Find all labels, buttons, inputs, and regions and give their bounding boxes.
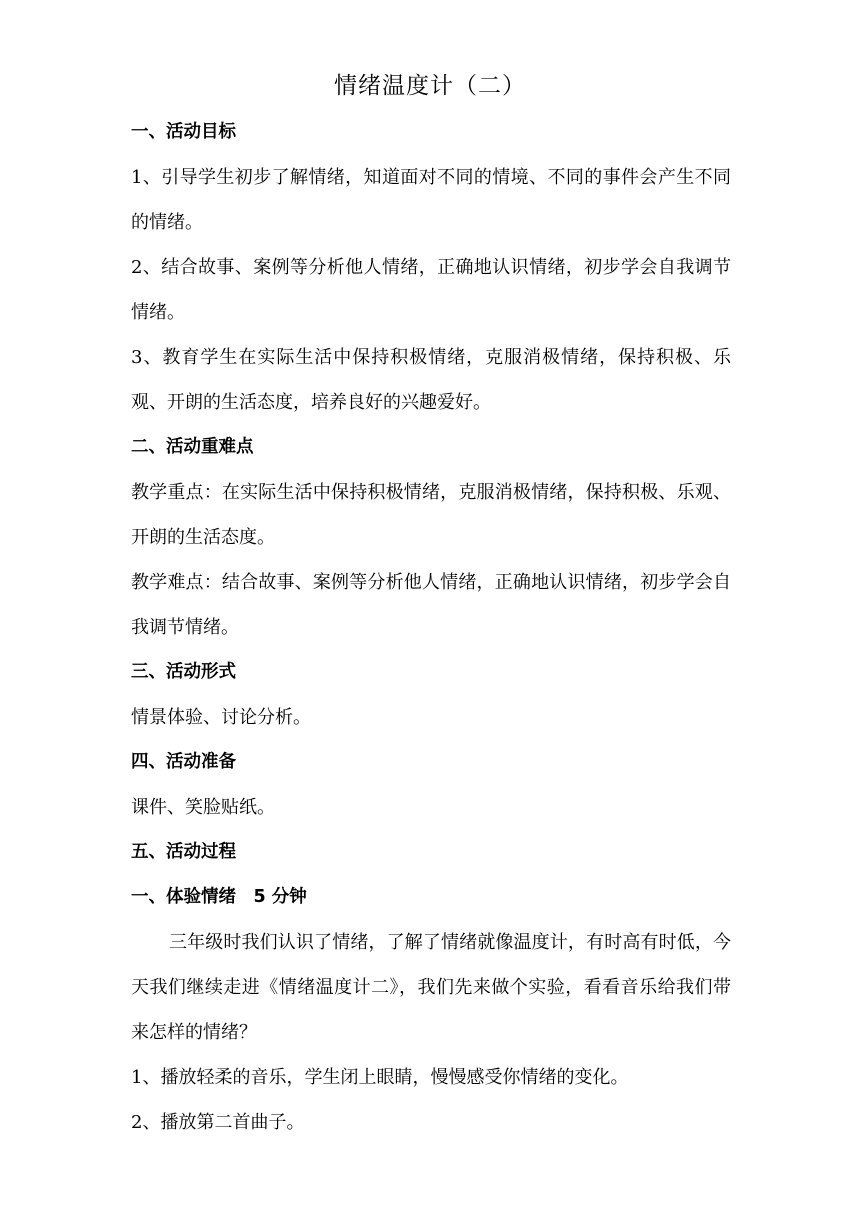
format-paragraph: 情景体验、讨论分析。 — [131, 707, 311, 728]
goal-item-3: 3、教育学生在实际生活中保持积极情绪，克服消极情绪，保持积极、乐观、开朗的生活态度，培养良好的兴趣爱好。 — [131, 347, 731, 413]
preparation-paragraph: 课件、笑脸贴纸。 — [131, 797, 275, 818]
difficulty-paragraph: 教学难点：结合故事、案例等分析他人情绪，正确地认识情绪，初步学会自我调节情绪。 — [131, 572, 731, 638]
intro-paragraph: 三年级时我们认识了情绪，了解了情绪就像温度计，有时高有时低，今天我们继续走进《情绪温度计二》，我们先来做个实验，看看音乐给我们带来怎样的情绪？ — [131, 932, 731, 1043]
section-heading-format: 三、活动形式 — [131, 662, 236, 682]
section-heading-preparation: 四、活动准备 — [131, 752, 236, 772]
step-item-2: 2、播放第二首曲子。 — [131, 1112, 305, 1133]
document-body — [131, 110, 731, 1145]
section-heading-process: 五、活动过程 — [131, 842, 236, 862]
key-point-paragraph: 教学重点：在实际生活中保持积极情绪，克服消极情绪，保持积极、乐观、开朗的生活态度。 — [131, 482, 731, 548]
subsection-heading-experience: 一、体验情绪 5 分钟 — [131, 887, 307, 907]
document-title: 情绪温度计（二） — [334, 73, 526, 99]
step-item-1: 1、播放轻柔的音乐，学生闭上眼睛，慢慢感受你情绪的变化。 — [131, 1067, 629, 1088]
section-heading-key-points: 二、活动重难点 — [131, 437, 254, 457]
section-heading-goals: 一、活动目标 — [131, 122, 236, 142]
goal-item-2: 2、结合故事、案例等分析他人情绪，正确地认识情绪，初步学会自我调节情绪。 — [131, 257, 731, 323]
goal-item-1: 1、引导学生初步了解情绪，知道面对不同的情境、不同的事件会产生不同的情绪。 — [131, 167, 731, 233]
